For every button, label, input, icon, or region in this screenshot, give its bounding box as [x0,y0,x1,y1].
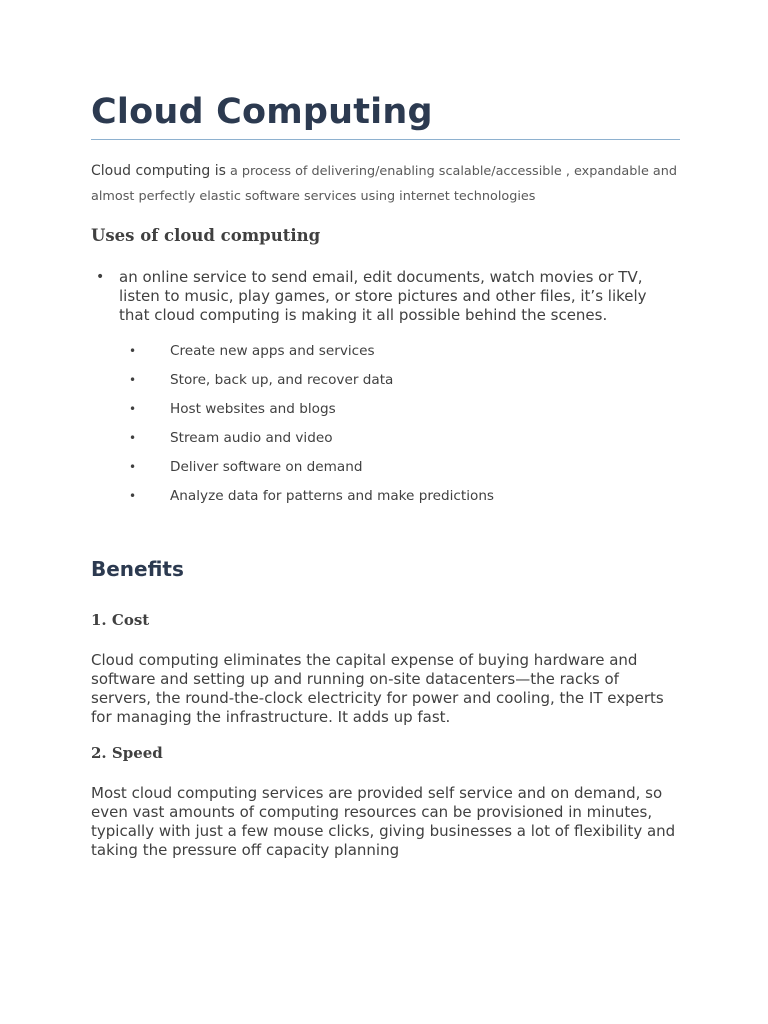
intro-paragraph [91,159,691,209]
uses-sub-list [91,341,681,515]
page-title: Cloud Computing [91,92,433,132]
list-item-label: Stream audio and video [170,430,333,446]
bullet-icon: • [96,269,105,285]
list-item [91,341,681,370]
bullet-icon: • [129,460,137,474]
list-item-label: Store, back up, and recover data [170,372,394,388]
bullet-icon: • [129,373,137,387]
uses-heading: Uses of cloud computing [91,226,321,245]
uses-main-text: an online service to send email, edit documents, watch movies or TV, listen to music, play games, or store pictures and other files, it’s likely that cloud computing is making it all possible behind the scenes. [119,268,647,324]
title-divider [91,139,680,140]
bullet-icon: • [129,431,137,445]
list-item [91,428,681,457]
list-item [91,268,681,325]
benefit-cost-heading: 1. Cost [91,611,150,629]
bullet-icon: • [129,402,137,416]
list-item [91,486,681,515]
list-item-label: Analyze data for patterns and make predictions [170,488,495,504]
uses-main-list [91,268,681,325]
benefits-heading: Benefits [91,557,184,581]
list-item-label: Host websites and blogs [170,401,336,417]
intro-text: a process of delivering/enabling scalable/accessible , expandable and almost perfectly elastic software services using internet technologies [91,164,677,204]
list-item-label: Deliver software on demand [170,459,363,475]
bullet-icon: • [129,344,137,358]
bullet-icon: • [129,489,137,503]
benefit-speed-text: Most cloud computing services are provided self service and on demand, so even vast amounts of computing resources can be provisioned in minutes, typically with just a few mouse clicks, giving businesses a lot of flexibility and taking the pressure off capacity planning [91,784,676,859]
list-item [91,399,681,428]
benefit-cost-text: Cloud computing eliminates the capital expense of buying hardware and software and setting up and running on-site datacenters—the racks of servers, the round-the-clock electricity for power and cooling, the IT experts for managing the infrastructure. It adds up fast. [91,651,664,726]
intro-lead: Cloud computing is [91,163,226,179]
list-item [91,457,681,486]
benefit-speed-heading: 2. Speed [91,744,163,762]
list-item-label: Create new apps and services [170,343,375,359]
list-item [91,370,681,399]
